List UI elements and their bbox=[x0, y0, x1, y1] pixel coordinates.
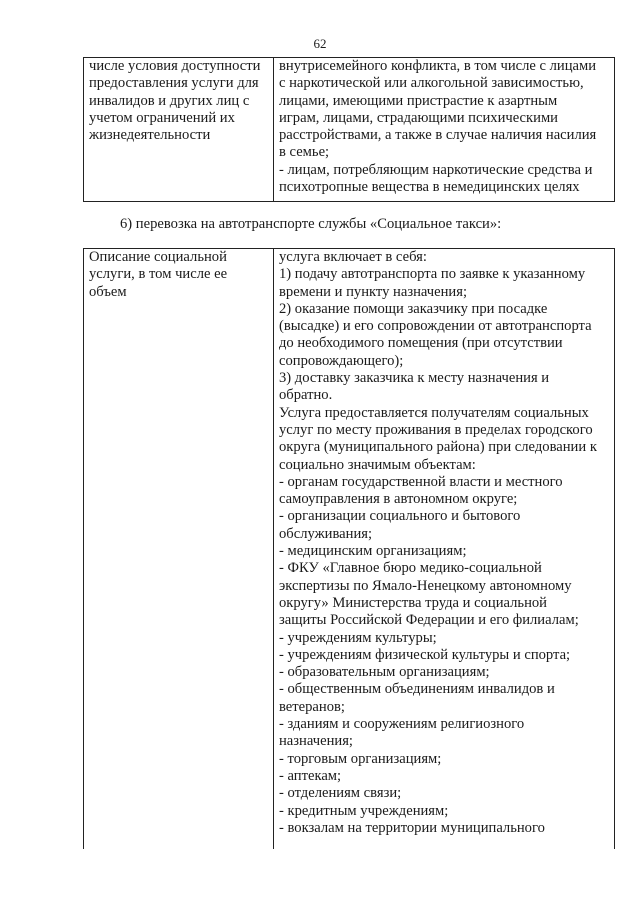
table2-content-line: - учреждениям культуры; bbox=[279, 629, 437, 646]
page-number: 62 bbox=[313, 36, 327, 51]
table2-content-line: - отделениям связи; bbox=[279, 785, 402, 802]
table2-content-line: - образовательным организациям; bbox=[279, 664, 490, 681]
table2-content-line: обратно. bbox=[279, 387, 333, 404]
table1-label-cell bbox=[84, 58, 274, 202]
table1-label-line: предоставления услуги для bbox=[89, 75, 259, 92]
table2-content-line: времени и пункту назначения; bbox=[279, 283, 468, 300]
table1-content-line: расстройствами, а также в случае наличия насилия bbox=[279, 127, 597, 144]
table1-content-line: внутрисемейного конфликта, в том числе с лицами bbox=[279, 58, 597, 74]
table2-content-line: экспертизы по Ямало-Ненецкому автономному bbox=[279, 577, 572, 594]
table2-content-line: - учреждениям физической культуры и спорта; bbox=[279, 646, 571, 663]
table1-label-line: учетом ограничений их bbox=[89, 109, 235, 126]
table2-label-line: объем bbox=[89, 283, 127, 300]
table2-content-line: - торговым организациям; bbox=[279, 750, 442, 767]
table1-label-line: жизнедеятельности bbox=[89, 127, 211, 144]
table2-content-line: - аптекам; bbox=[279, 767, 342, 784]
table2-content-line: самоуправления в автономном округе; bbox=[279, 491, 518, 508]
table2-content-line: (высадке) и его сопровождении от автотранспорта bbox=[279, 318, 592, 335]
table2-content-line: социально значимым объектам: bbox=[279, 456, 476, 473]
table-row bbox=[84, 249, 615, 850]
table1-content-line: лицами, имеющими пристрастие к азартным bbox=[279, 92, 558, 109]
table1-label-line: инвалидов и других лиц с bbox=[89, 92, 250, 109]
table2-content-line: - вокзалам на территории муниципального bbox=[279, 819, 545, 836]
table2-content-line: округа (муниципального района) при следовании к bbox=[279, 439, 597, 456]
table2-content-line: защиты Российской Федерации и его филиалам; bbox=[279, 612, 579, 629]
table2-content-cell bbox=[274, 249, 615, 850]
table2-content-line: - органам государственной власти и местного bbox=[279, 473, 563, 490]
table2-content-line: - медицинским организациям; bbox=[279, 543, 467, 560]
table2-content-line: сопровождающего); bbox=[279, 352, 404, 369]
table2-content-line: - ФКУ «Главное бюро медико-социальной bbox=[279, 560, 542, 577]
table2-content-line: ветеранов; bbox=[279, 698, 345, 715]
table2-content-line: услуг по месту проживания в пределах городского bbox=[279, 421, 593, 438]
table2-content-line: 3) доставку заказчика к месту назначения и bbox=[279, 370, 550, 387]
table1-label-line: числе условия доступности bbox=[89, 58, 261, 74]
table2-label-cell bbox=[84, 249, 274, 850]
table2-content-line: - зданиям и сооружениям религиозного bbox=[279, 716, 525, 733]
table2-content-line: - общественным объединениям инвалидов и bbox=[279, 681, 555, 698]
table2-content-line: услуга включает в себя: bbox=[279, 249, 427, 265]
table2-label-line: Описание социальной bbox=[89, 249, 227, 265]
social-taxi-table bbox=[83, 248, 615, 849]
table2-content-line: Услуга предоставляется получателям социальных bbox=[279, 404, 589, 421]
section-heading: 6) перевозка на автотранспорте службы «Социальное такси»: bbox=[120, 216, 502, 232]
table2-label-line: услуги, в том числе ее bbox=[89, 266, 228, 283]
table1-content-line: психотропные вещества в немедицинских целях bbox=[279, 179, 580, 196]
table2-content-line: обслуживания; bbox=[279, 525, 373, 542]
table2-content-line: 2) оказание помощи заказчику при посадке bbox=[279, 300, 548, 317]
table1-content-line: в семье; bbox=[279, 144, 330, 161]
table2-content-line: - кредитным учреждениям; bbox=[279, 802, 449, 819]
table1-content-line: - лицам, потребляющим наркотические средства и bbox=[279, 161, 593, 178]
table2-content-line: округу» Министерства труда и социальной bbox=[279, 594, 547, 611]
table-row bbox=[84, 58, 615, 202]
table2-content-line: назначения; bbox=[279, 733, 353, 750]
table2-content-line: 1) подачу автотранспорта по заявке к указанному bbox=[279, 266, 586, 283]
table1-content-cell bbox=[274, 58, 615, 202]
services-table-continued bbox=[83, 57, 615, 202]
table2-content-line: до необходимого помещения (при отсутствии bbox=[279, 335, 563, 352]
table1-content-line: с наркотической или алкогольной зависимостью, bbox=[279, 75, 584, 92]
table2-content-line: - организации социального и бытового bbox=[279, 508, 521, 525]
table1-content-line: играм, лицами, страдающими психическими bbox=[279, 109, 558, 126]
